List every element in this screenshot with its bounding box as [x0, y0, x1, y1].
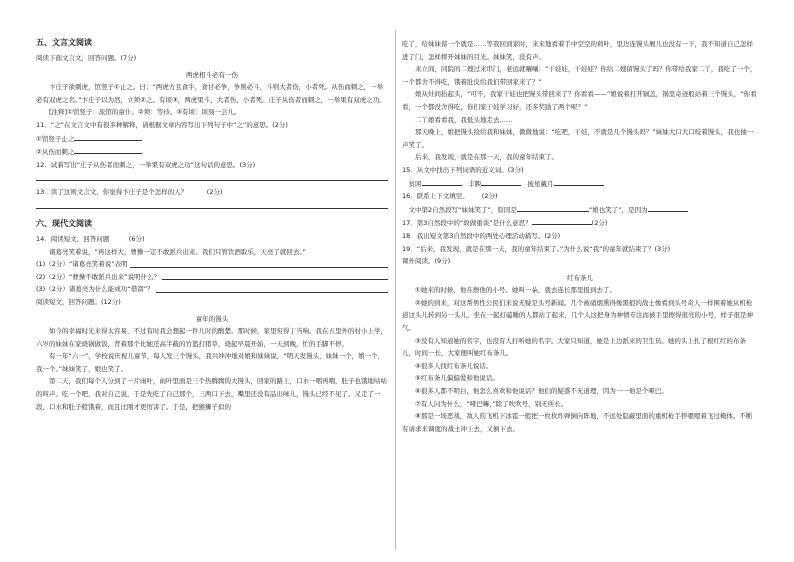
question-17-score: (2分) — [591, 219, 608, 228]
answer-line-15a[interactable] — [422, 177, 462, 186]
story-paragraph-1: 如今的幸福时光来得太容易，不过有时我会想起一件儿时的酸楚。那时候，家里穷得丁当响。我在五里外的村小上学，六岁的妹妹在家烧锅做饭，背着那个比她还高半截的竹篮打猪草，烧起早晨开始，一天到晚，忙的手脚不停。 — [36, 327, 387, 348]
question-11-a-label: ①馆竖子止之 — [36, 134, 75, 143]
q15-word-a: 贫困 — [408, 179, 422, 188]
classical-text-note: [注释]①馆竖子：旅馆的童仆。②须：等待。③有顷：顷刻一会儿。 — [49, 108, 241, 117]
answer-line-13[interactable] — [36, 199, 388, 209]
story-paragraph-6: 娘从灶间抬起头，“可不，我家干娃也把馒头带回来了？你看看——”娘说着打开锅盖，锅里奇迹般站着三个馒头，“你看看，一个都没舍得吃，你们家干娃学习好，还多奖励了两个呢？” — [402, 90, 757, 111]
question-16 — [402, 190, 758, 203]
story-two-paragraph-5: ⑤红布条儿偏偏爱和他说话。 — [415, 374, 499, 383]
question-14-text: 14．阅读短文，回答问题 — [36, 234, 110, 243]
story-paragraph-4: 吃了，给妹妹留一个就是……等我回到家时，来来地看着手中空空的荷叶，里边连馒头屑儿也没有一下，我不知道自己怎样进了门，怎样摔开妹妹的目光。妹妹笑，没有声。 — [402, 40, 753, 61]
reading-two-instruction: 阅读短文，回答问题。(12分) — [36, 297, 121, 306]
q15-word-c: 披星戴月 — [527, 179, 554, 188]
question-11: 11．“之”在文言文中有很多种解释，请根据文章内容写出下列句子中“之”的意思。(2分) — [36, 120, 288, 129]
question-16-fill — [402, 203, 758, 217]
question-13-score: (2分) — [206, 188, 223, 197]
story-title: 童年的馒头 — [195, 314, 229, 323]
story-paragraph-8: 那天晚上，娘把馒头捡给我和妹妹，微微地说：“吃吧，干娃，不就是几个馒头吗？”妹妹大口大口咬着馒头，我也抽一声笑了。 — [402, 128, 754, 149]
question-17-text: 17．第3自然段中的“故做重谈”是什么意思？ — [402, 219, 532, 228]
answer-line-11b[interactable] — [74, 145, 142, 154]
question-16-text: 16．联系上下文填空。 — [402, 192, 469, 201]
story-two-paragraph-8: ⑧那是一场恶战，敌人的飞机下冰雹一般把一枚枚炸弹倒向阵地，不远处隐蔽里面的重机枪手猝嗯嗯着飞过掩体。不断有请求来调度的战士冲上去，又倒下去。 — [402, 412, 753, 433]
question-14-1 — [36, 258, 388, 271]
question-11-b-label: ②从伤而刺之 — [36, 148, 75, 157]
answer-line-15c[interactable] — [554, 177, 604, 186]
question-19: 19．“后来，我发现，就是在那一天，我的童年结束了。”为什么说“我”的童年就结束了？(3分) — [402, 244, 671, 253]
question-14-1-text: (1)（2分）“诸葛亮笑着说”表明 — [36, 260, 128, 269]
q15-word-b: 丰腴 — [468, 179, 481, 188]
answer-line-15b[interactable] — [481, 177, 521, 186]
column-divider — [395, 30, 396, 550]
answer-line-16b[interactable] — [648, 203, 688, 212]
answer-line-11a[interactable] — [74, 132, 142, 141]
question-11-a — [36, 132, 388, 146]
question-11-b — [36, 145, 388, 159]
question-17 — [402, 216, 758, 230]
question-13-text: 13．读了这则文言文，你觉得卞庄子是个怎样的人？ — [36, 188, 188, 197]
right-column — [402, 38, 758, 435]
answer-line-14-1[interactable] — [130, 259, 388, 268]
question-16-score: (2分) — [481, 192, 498, 201]
story-two-paragraph-3: ③没有人知道她的名字，也没有人打听她的名字。大家只知道，她是上边派来的卫生员。她的头上扎了根红红的布条儿，时间一长，大家便叫她红布条儿。 — [402, 336, 746, 358]
answer-line-14-2[interactable] — [162, 271, 388, 280]
question-15-items — [402, 177, 758, 191]
question-14-2 — [36, 271, 388, 284]
story-paragraph-5: 来立间，同院的二嫂过来串门，老远就嚷嚷：“干娃娃，干娃娃？你给二嫂留馒头了吗？你带给我家二丫，我吃了一个，一个都舍不得吃，饿着肚皮给我们带回家来了？” — [402, 65, 757, 86]
classical-text-title: 两虎相斗必有一伤 — [186, 70, 238, 79]
section-five-instruction: 阅读下面文言文，回答问题。(7分) — [36, 54, 137, 62]
story-paragraph-3: 第二天，我们每个人分到了一片雨叶，雨叶里面是三个热腾腾的大馒头，回家的路上，口水一咽再咽，肚子也饿地咕咕的叫声。吃一个吧，我对自己说，于是先吃了自己那个，三两口下去，嘴里还没有品出味儿，馒头已经不见了。又走了一段，口水和肚子般饿着，而且比刚才更厉害了。于是，把猴狮子似的 — [36, 377, 387, 411]
story-paragraph-2: 有一年“六一”，学校说庆祝儿童节，每人发三个馒头，我兴冲冲地对娘和妹妹说，“明天发馒头，妹妹一个，娘一个，我一个。”妹妹笑了，娘也笑了。 — [36, 352, 385, 373]
q16-part-b: “娘也笑了”，是因为 — [588, 205, 648, 214]
story-two-title: 红布条儿 — [567, 273, 593, 282]
answer-line-17[interactable] — [532, 216, 592, 225]
classical-text-body: 卞庄子欲刺虎，馆竖子①止之。曰：“两虎方且食牛，食甘必争，争则必斗，斗则大者伤，小者死。从伤而刺之，一举必有双虎之名。”卞庄子以为然，立须②之。有顷③，两虎果斗，大者伤，小者死。庄子从伤者而刺之，一举果有双虎之功。 — [36, 83, 386, 104]
question-13 — [36, 186, 388, 199]
answer-line-14-3[interactable] — [156, 284, 388, 293]
question-15: 15．从文中找出下列词语的近义词。(3分) — [402, 165, 524, 174]
section-five-heading: 五、文言文阅读 — [36, 38, 92, 47]
answer-line-16a[interactable] — [517, 203, 589, 212]
question-14-2-text: (2)（2分）“曹操不敢派兵出来”说明什么？ — [36, 272, 161, 281]
answer-line-12[interactable] — [36, 171, 388, 181]
question-14-3-text: (3)（2分）诸葛亮为什么能成功“借箭”？ — [36, 285, 154, 294]
question-14-score: (6分) — [128, 234, 145, 243]
story-two-paragraph-2: ②她的到来，对这帮男性公民们来说无疑是头号新闻。几个被硝烟熏得像黑狼的战士像看到头号奇人一样围着她从机枪道这头儿转到另一头儿，坐在一起打磕睡的人都站了起来，几个人这把身为神情专注而被手里擦得很亮的小号，样子很是神气。 — [402, 298, 753, 333]
story-two-paragraph-1: ①她来的时候，他在擦他的小号。她叫一朵，就去连长那里报到去了。 — [415, 286, 616, 295]
q16-part-a: 文中第2自然段写“妹妹笑了”，原因是 — [408, 205, 517, 214]
story-paragraph-7: 二丫娘看看我，我低头地走去…… — [415, 115, 513, 124]
section-six-heading: 六、现代文阅读 — [36, 218, 92, 228]
reading-three-instruction: 课外阅读。(9分) — [402, 257, 451, 266]
question-18: 18．我出短文第3自然段中的两处心理活动描写。(2分) — [402, 231, 561, 240]
story-two-paragraph-7: ⑦有人问为什么，“哑巴嘛，”除了吹吹号，别无所长。 — [415, 399, 568, 408]
question-12: 12．试着写出“庄子从伤者而刺之，一举果有双虎之功”这句话的意思。(3分) — [36, 160, 256, 169]
story-paragraph-9: 后来，我发现，就是在那一天，我的童年结束了。 — [415, 153, 558, 162]
question-14-3 — [36, 283, 388, 296]
left-column — [36, 36, 388, 413]
question-14-excerpt: 诸葛亮笑着说，“再这样大，曹操一定不敢派兵出来。我们只管饮酒取乐，天亮了就回去。” — [49, 247, 306, 256]
question-14 — [36, 233, 388, 246]
story-two-paragraph-6: ⑥很多人都不明白，他怎么喜欢和他说话？他们的疑惑不无道理，因为一一他是个哑巴。 — [415, 387, 668, 396]
story-two-paragraph-4: ④很多人找红布条儿说话。 — [415, 361, 493, 370]
